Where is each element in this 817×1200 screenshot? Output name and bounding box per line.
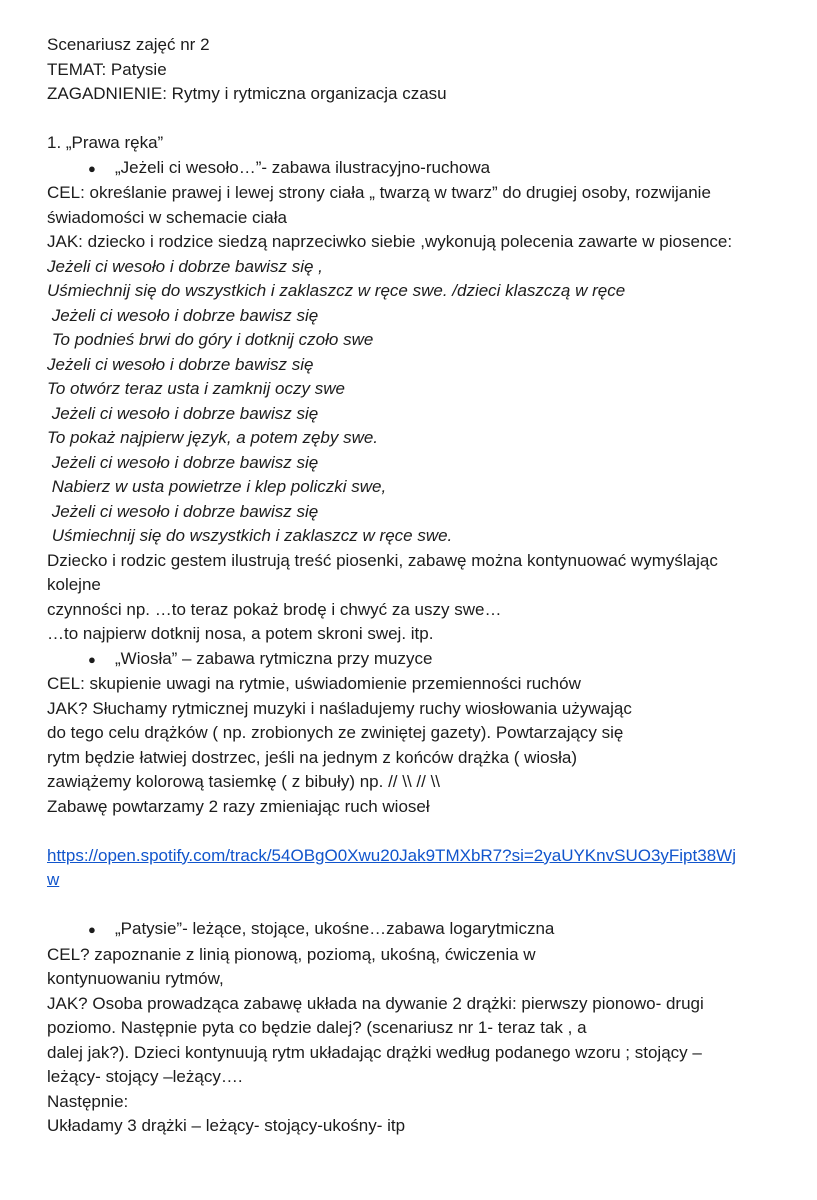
text-line: JAK? Słuchamy rytmicznej muzyki i naśladujemy ruchy wiosłowania używając [47,698,632,718]
text-line: To podnieś brwi do góry i dotknij czoło swe [47,330,374,349]
bullet-icon: ● [88,651,96,667]
text-line: Jeżeli ci wesoło i dobrze bawisz się [47,305,319,325]
text-line: Uśmiechnij się do wszystkich i zaklaszcz w ręce swe. /dzieci klaszczą w ręce [47,281,626,300]
document-body [47,33,787,1139]
text-line: kolejne [47,575,101,594]
text-line: …to najpierw dotknij nosa, a potem skroni swej. itp. [47,624,434,643]
text-line: Jeżeli ci wesoło i dobrze bawisz się [47,354,314,374]
text-line: poziomo. Następnie pyta co będzie dalej? (scenariusz nr 1- teraz tak , a [47,1018,587,1037]
spotify-track-link[interactable]: w [47,870,60,889]
blank-line [47,893,787,918]
bullet-item-label: „Wiosła” – zabawa rytmiczna przy muzyce [115,648,433,668]
bullet-list-item [47,156,787,182]
text-line: Jeżeli ci wesoło i dobrze bawisz się [47,452,319,472]
text-line: CEL: określanie prawej i lewej strony ciała „ twarzą w twarz” do drugiej osoby, rozwijanie [47,183,711,202]
text-line: Następnie: [47,1091,129,1111]
text-line: świadomości w schemacie ciała [47,207,287,227]
text-line: Jeżeli ci wesoło i dobrze bawisz się [47,403,319,423]
blank-line [47,819,787,844]
text-line: rytm będzie łatwiej dostrzec, jeśli na jednym z końców drążka ( wiosła) [47,747,578,767]
bullet-item-label: „Patysie”- leżące, stojące, ukośne…zabawa logarytmiczna [115,919,555,938]
bullet-icon: ● [88,160,96,176]
spotify-track-link[interactable]: https://open.spotify.com/track/54OBgO0Xwu20Jak9TMXbR7?si=2yaUYKnvSUO3yFipt38Wj [47,845,736,865]
text-line: 1. „Prawa ręka” [47,133,164,152]
bullet-list-item [47,647,787,673]
text-line: CEL? zapoznanie z linią pionową, poziomą, ukośną, ćwiczenia w [47,944,536,964]
text-line: zawiążemy kolorową tasiemkę ( z bibuły) np. // \\ // \\ [47,772,441,791]
text-line: do tego celu drążków ( np. zrobionych ze zwiniętej gazety). Powtarzający się [47,723,624,742]
text-line: Dziecko i rodzic gestem ilustrują treść piosenki, zabawę można kontynuować wymyślając [47,550,718,570]
text-line: JAK? Osoba prowadząca zabawę układa na dywanie 2 drążki: pierwszy pionowo- drugi [47,993,704,1013]
text-line: Scenariusz zajęć nr 2 [47,35,210,54]
text-line: ZAGADNIENIE: Rytmy i rytmiczna organizacja czasu [47,84,447,103]
text-line: Układamy 3 drążki – leżący- stojący-ukośny- itp [47,1116,406,1135]
text-line: dalej jak?). Dzieci kontynuują rytm układając drążki według podanego wzoru ; stojący – [47,1042,702,1062]
text-line: Jeżeli ci wesoło i dobrze bawisz się , [47,256,323,276]
bullet-item-label: „Jeżeli ci wesoło…”- zabawa ilustracyjno-ruchowa [115,157,491,177]
bullet-icon: ● [88,922,96,937]
blank-line [47,107,787,132]
text-line: Jeżeli ci wesoło i dobrze bawisz się [47,501,319,521]
text-line: CEL: skupienie uwagi na rytmie, uświadomienie przemienności ruchów [47,674,581,693]
text-line: Zabawę powtarzamy 2 razy zmieniając ruch wioseł [47,796,430,816]
text-line: czynności np. …to teraz pokaż brodę i chwyć za uszy swe… [47,599,502,619]
text-line: To pokaż najpierw język, a potem zęby swe. [47,428,379,447]
bullet-list-item [47,917,787,943]
text-line: Uśmiechnij się do wszystkich i zaklaszcz w ręce swe. [47,526,453,545]
text-line: To otwórz teraz usta i zamknij oczy swe [47,379,345,398]
text-line: kontynuowaniu rytmów, [47,969,224,988]
text-line: JAK: dziecko i rodzice siedzą naprzeciwko siebie ,wykonują polecenia zawarte w piosence: [47,232,733,251]
text-line: Nabierz w usta powietrze i klep policzki swe, [47,477,387,496]
text-line: leżący- stojący –leżący…. [47,1067,243,1086]
text-line: TEMAT: Patysie [47,59,167,79]
